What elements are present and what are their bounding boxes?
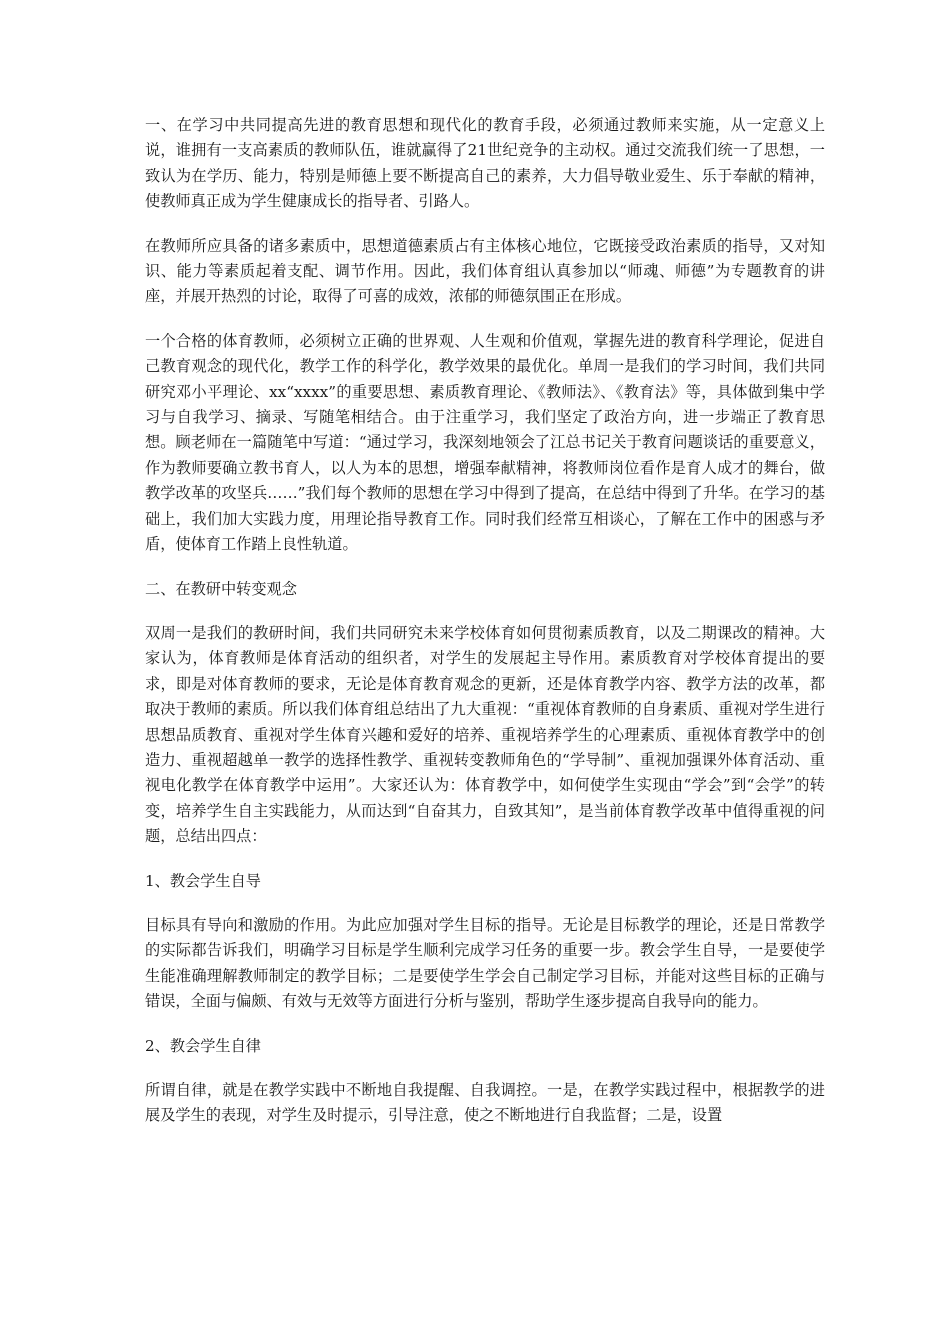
paragraph-moral-quality: 在教师所应具备的诸多素质中，思想道德素质占有主体核心地位，它既接受政治素质的指导，又对知识、能力等素质起着支配、调节作用。因此，我们体育组认真参加以“师魂、师德”为专题教育的讲座，并展开热烈的讨论，取得了可喜的成效，浓郁的师德氛围正在形成。	[145, 236, 825, 306]
subheading-self-discipline: 2、教会学生自律	[145, 1036, 261, 1055]
paragraph-self-guidance: 目标具有导向和激励的作用。为此应加强对学生目标的指导。无论是目标教学的理论，还是日常教学的实际都告诉我们，明确学习目标是学生顺利完成学习任务的重要一步。教会学生自导，一是要使学生能准确理解教师制定的教学目标；二是要使学生学会自己制定学习目标，并能对这些目标的正确与错误，全面与偏颇、有效与无效等方面进行分析与鉴别，帮助学生逐步提高自我导向的能力。	[145, 915, 825, 1011]
document-body	[145, 113, 825, 1148]
paragraph-self-discipline: 所谓自律，就是在教学实践中不断地自我提醒、自我调控。一是，在教学实践过程中，根据教学的进展及学生的表现，对学生及时提示，引导注意，使之不断地进行自我监督；二是，设置	[145, 1081, 825, 1125]
paragraph-teacher-quality: 一、在学习中共同提高先进的教育思想和现代化的教育手段，必须通过教师来实施，从一定意义上说，谁拥有一支高素质的教师队伍，谁就赢得了21世纪竞争的主动权。通过交流我们统一了思想，一致认为在学历、能力，特别是师德上要不断提高自己的素养，大力倡导敬业爱生、乐于奉献的精神，使教师真正成为学生健康成长的指导者、引路人。	[145, 116, 825, 211]
subheading-self-guidance: 1、教会学生自导	[145, 871, 261, 890]
section-heading-research: 二、在教研中转变观念	[145, 579, 297, 598]
paragraph-qualified-teacher: 一个合格的体育教师，必须树立正确的世界观、人生观和价值观，掌握先进的教育科学理论，促进自己教育观念的现代化，教学工作的科学化，教学效果的最优化。单周一是我们的学习时间，我们共同研究邓小平理论、xx“xxxx”的重要思想、素质教育理论、《教师法》、《教育法》等，具体做到集中学习与自我学习、摘录、写随笔相结合。由于注重学习，我们坚定了政治方向，进一步端正了教育思想。顾老师在一篇随笔中写道：“通过学习，我深刻地领会了江总书记关于教育问题谈话的重要意义，作为教师要确立教书育人，以人为本的思想，增强奉献精神，将教师岗位看作是育人成才的舞台，做教学改革的攻坚兵……”我们每个教师的思想在学习中得到了提高，在总结中得到了升华。在学习的基础上，我们加大实践力度，用理论指导教育工作。同时我们经常互相谈心，了解在工作中的困惑与矛盾，使体育工作踏上良性轨道。	[145, 331, 825, 554]
paragraph-research-time: 双周一是我们的教研时间，我们共同研究未来学校体育如何贯彻素质教育，以及二期课改的精神。大家认为，体育教师是体育活动的组织者，对学生的发展起主导作用。素质教育对学校体育提出的要求，即是对体育教师的要求，无论是体育教育观念的更新，还是体育教学内容、教学方法的改革，都取决于教师的素质。所以我们体育组总结出了九大重视：“重视体育教师的自身素质、重视对学生进行思想品质教育、重视对学生体育兴趣和爱好的培养、重视培养学生的心理素质、重视体育教学中的创造力、重视超越单一教学的选择性教学、重视转变教师角色的“学导制”、重视加强课外体育活动、重视电化教学在体育教学中运用”。大家还认为：体育教学中，如何使学生实现由“学会”到“会学”的转变，培养学生自主实践能力，从而达到“自奋其力，自致其知”，是当前体育教学改革中值得重视的问题，总结出四点：	[145, 623, 825, 846]
